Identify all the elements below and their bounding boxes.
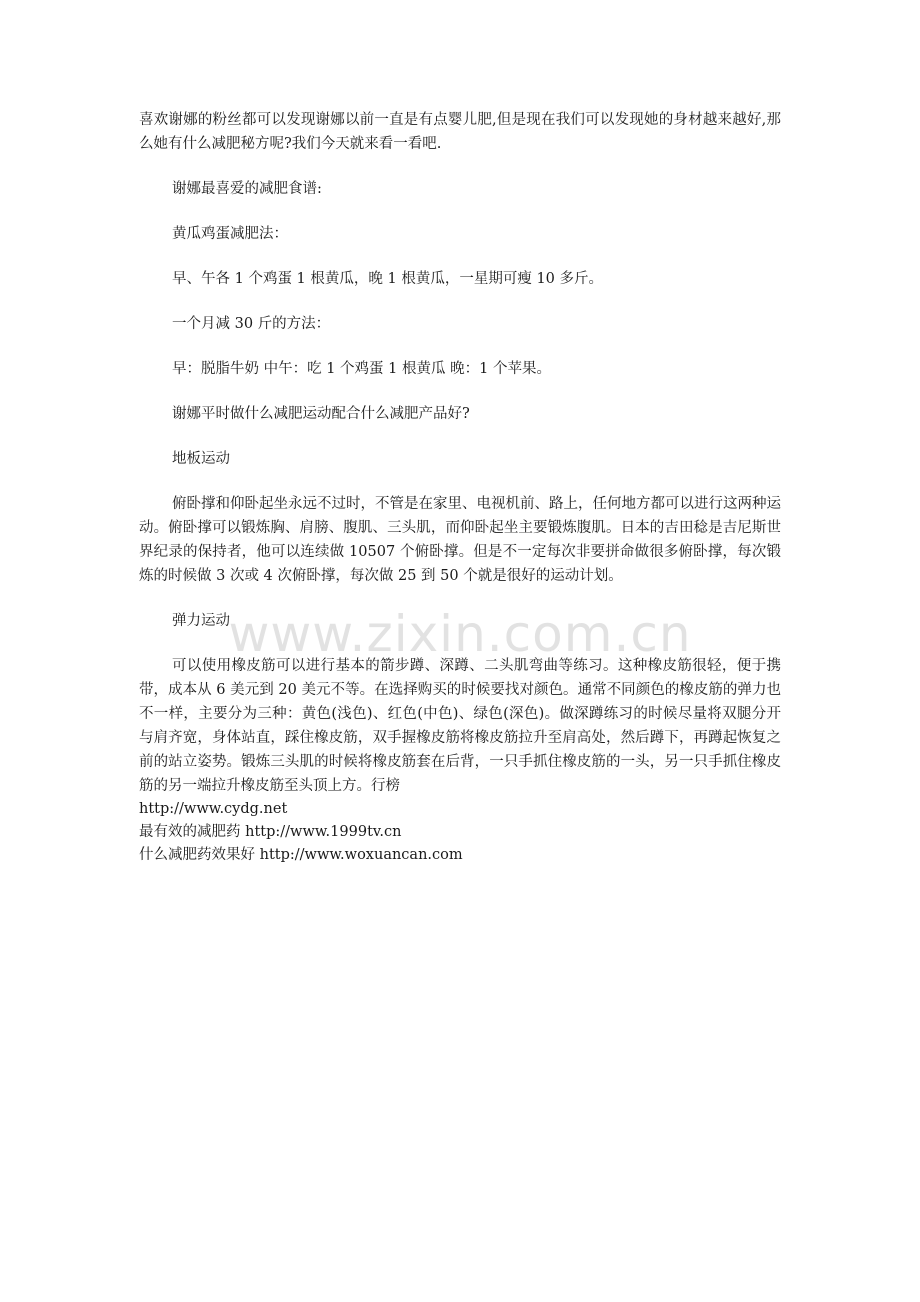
link-woxuancan[interactable]: 什么减肥药效果好 http://www.woxuancan.com: [139, 847, 463, 863]
intro-paragraph: 喜欢谢娜的粉丝都可以发现谢娜以前一直是有点婴儿肥,但是现在我们可以发现她的身材越来越好,那么她有什么减肥秘方呢?我们今天就来看一看吧.: [139, 112, 781, 152]
link-1999tv[interactable]: 最有效的减肥药 http://www.1999tv.cn: [139, 824, 402, 840]
elastic-heading: 弹力运动: [172, 613, 230, 629]
document-page: [139, 108, 781, 867]
month-text: 早：脱脂牛奶 中午：吃 1 个鸡蛋 1 根黄瓜 晚：1 个苹果。: [172, 361, 551, 377]
exercise-question: 谢娜平时做什么减肥运动配合什么减肥产品好?: [172, 406, 470, 422]
cucumber-heading: 黄瓜鸡蛋减肥法：: [172, 226, 288, 242]
cucumber-text: 早、午各 1 个鸡蛋 1 根黄瓜，晚 1 根黄瓜，一星期可瘦 10 多斤。: [172, 271, 603, 287]
link-cydg[interactable]: http://www.cydg.net: [139, 801, 288, 817]
link-list: [139, 798, 781, 867]
diet-heading: 谢娜最喜爱的减肥食谱:: [172, 181, 322, 197]
watermark: www.zixin.com.cn: [228, 605, 692, 663]
floor-heading: 地板运动: [172, 451, 230, 467]
month-heading: 一个月减 30 斤的方法：: [172, 316, 331, 332]
floor-paragraph: 俯卧撑和仰卧起坐永远不过时，不管是在家里、电视机前、路上，任何地方都可以进行这两种运动。俯卧撑可以锻炼胸、肩膀、腹肌、三头肌，而仰卧起坐主要锻炼腹肌。日本的吉田稔是吉尼斯世界纪录的保持者，他可以连续做 10507 个俯卧撑。但是不一定每次非要拼命做很多俯卧撑，每次锻炼的时候做 3 次或 4 次俯卧撑，每次做 25 到 50 个就是很好的运动计划。: [139, 496, 781, 584]
elastic-paragraph: 可以使用橡皮筋可以进行基本的箭步蹲、深蹲、二头肌弯曲等练习。这种橡皮筋很轻，便于携带，成本从 6 美元到 20 美元不等。在选择购买的时候要找对颜色。通常不同颜色的橡皮筋的弹力也不一样，主要分为三种：黄色(浅色)、红色(中色)、绿色(深色)。做深蹲练习的时候尽量将双腿分开与肩齐宽，身体站直，踩住橡皮筋，双手握橡皮筋将橡皮筋拉升至肩高处，然后蹲下，再蹲起恢复之前的站立姿势。锻炼三头肌的时候将橡皮筋套在后背，一只手抓住橡皮筋的一头，另一只手抓住橡皮筋的另一端拉升橡皮筋至头顶上方。行榜: [139, 658, 781, 794]
